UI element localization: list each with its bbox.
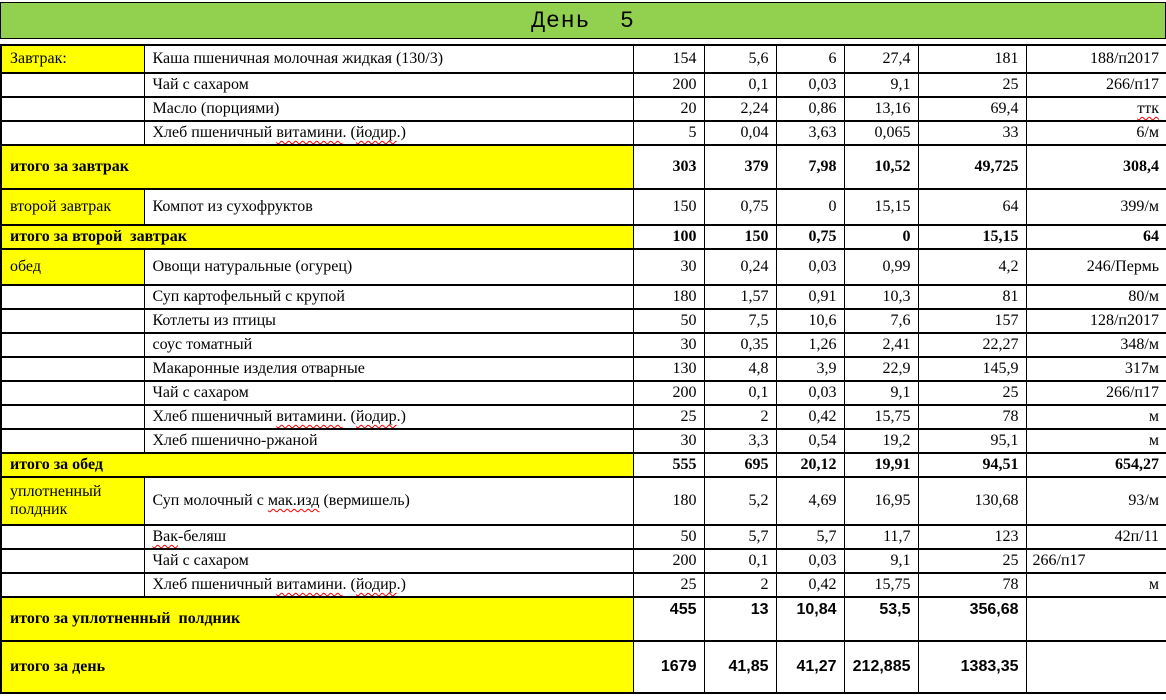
value-cell[interactable]: 2 [704, 405, 776, 429]
dish-name-cell[interactable]: Овощи натуральные (огурец) [144, 249, 633, 285]
dish-row [1, 381, 1166, 405]
value-cell[interactable]: 15,15 [844, 189, 918, 225]
value-cell[interactable]: 0,03 [776, 249, 844, 285]
value-cell[interactable]: 50 [633, 309, 704, 333]
value-cell[interactable]: 0,24 [704, 249, 776, 285]
recipe-ref-cell[interactable]: 80/м [1026, 285, 1166, 309]
value-cell[interactable]: 20,12 [776, 453, 844, 477]
meal-category-cell[interactable] [1, 405, 144, 429]
value-cell[interactable]: 130 [633, 357, 704, 381]
value-cell[interactable]: 25 [918, 381, 1026, 405]
meal-category-cell[interactable] [1, 121, 144, 145]
value-cell[interactable]: 145,9 [918, 357, 1026, 381]
dish-row [1, 285, 1166, 309]
value-cell[interactable]: 157 [918, 309, 1026, 333]
day-title: День 5 [531, 7, 635, 34]
value-cell[interactable]: 0,35 [704, 333, 776, 357]
dish-name-cell[interactable]: Макаронные изделия отварные [144, 357, 633, 381]
total-row-label[interactable]: итого за второй завтрак [1, 225, 633, 249]
value-cell[interactable]: 0,03 [776, 381, 844, 405]
value-cell[interactable]: 0,065 [844, 121, 918, 145]
dish-name-cell[interactable]: Вак-беляш [144, 525, 633, 549]
recipe-ref-cell[interactable]: 348/м [1026, 333, 1166, 357]
sheet [0, 2, 1166, 694]
dish-row [1, 357, 1166, 381]
recipe-ref-cell[interactable]: 266/п17 [1026, 73, 1166, 97]
value-cell[interactable]: 180 [633, 285, 704, 309]
value-cell[interactable]: 200 [633, 381, 704, 405]
value-cell[interactable]: 30 [633, 249, 704, 285]
value-cell[interactable]: 94,51 [918, 453, 1026, 477]
value-cell[interactable]: 10,52 [844, 145, 918, 189]
value-cell[interactable]: 9,1 [844, 381, 918, 405]
recipe-ref-cell[interactable]: 128/п2017 [1026, 309, 1166, 333]
dish-row [1, 405, 1166, 429]
value-cell[interactable]: 7,6 [844, 309, 918, 333]
recipe-ref-cell[interactable]: 93/м [1026, 477, 1166, 525]
meal-category-cell[interactable] [1, 573, 144, 597]
value-cell[interactable]: 10,6 [776, 309, 844, 333]
value-cell[interactable]: 13 [704, 597, 776, 641]
total-row-label[interactable]: итого за день [1, 641, 633, 693]
value-cell[interactable]: 123 [918, 525, 1026, 549]
meal-category-cell[interactable] [1, 381, 144, 405]
value-cell[interactable]: 3,3 [704, 429, 776, 453]
value-cell[interactable]: 69,4 [918, 97, 1026, 121]
meal-category-cell[interactable]: уплотненный полдник [1, 477, 144, 525]
dish-name-cell[interactable]: Компот из сухофруктов [144, 189, 633, 225]
value-cell[interactable]: 181 [918, 45, 1026, 73]
recipe-ref-cell[interactable]: 64 [1026, 225, 1166, 249]
total-row [1, 225, 1166, 249]
total-row [1, 145, 1166, 189]
value-cell[interactable]: 150 [633, 189, 704, 225]
recipe-ref-cell[interactable]: 654,27 [1026, 453, 1166, 477]
recipe-ref-cell[interactable]: м [1026, 573, 1166, 597]
value-cell[interactable]: 356,68 [918, 597, 1026, 641]
total-row [1, 641, 1166, 693]
value-cell[interactable]: 5 [633, 121, 704, 145]
dish-row [1, 45, 1166, 73]
value-cell[interactable]: 2,41 [844, 333, 918, 357]
value-cell[interactable]: 27,4 [844, 45, 918, 73]
value-cell[interactable]: 22,27 [918, 333, 1026, 357]
value-cell[interactable]: 5,7 [776, 525, 844, 549]
value-cell[interactable]: 379 [704, 145, 776, 189]
recipe-ref-cell[interactable]: 246/Пермь [1026, 249, 1166, 285]
value-cell[interactable]: 1383,35 [918, 641, 1026, 693]
value-cell[interactable]: 455 [633, 597, 704, 641]
value-cell[interactable]: 303 [633, 145, 704, 189]
dish-row [1, 73, 1166, 97]
value-cell[interactable]: 49,725 [918, 145, 1026, 189]
value-cell[interactable]: 0,04 [704, 121, 776, 145]
dish-name-cell[interactable]: Котлеты из птицы [144, 309, 633, 333]
recipe-ref-cell[interactable]: 399/м [1026, 189, 1166, 225]
value-cell[interactable]: 10,3 [844, 285, 918, 309]
value-cell[interactable]: 4,2 [918, 249, 1026, 285]
meal-category-cell[interactable] [1, 525, 144, 549]
recipe-ref-cell[interactable]: 188/п2017 [1026, 45, 1166, 73]
value-cell[interactable]: 30 [633, 429, 704, 453]
recipe-ref-cell[interactable]: 6/м [1026, 121, 1166, 145]
total-row [1, 453, 1166, 477]
dish-row [1, 525, 1166, 549]
meal-category-cell[interactable] [1, 333, 144, 357]
value-cell[interactable]: 41,27 [776, 641, 844, 693]
value-cell[interactable]: 0 [844, 225, 918, 249]
total-row-label[interactable]: итого за уплотненный полдник [1, 597, 633, 641]
value-cell[interactable]: 5,2 [704, 477, 776, 525]
dish-name-cell[interactable]: Хлеб пшеничный витамини. (йодир.) [144, 573, 633, 597]
value-cell[interactable]: 0,1 [704, 73, 776, 97]
value-cell[interactable]: 1,26 [776, 333, 844, 357]
meal-category-cell[interactable] [1, 357, 144, 381]
value-cell[interactable]: 7,5 [704, 309, 776, 333]
value-cell[interactable]: 0 [776, 189, 844, 225]
meal-category-cell[interactable]: второй завтрак [1, 189, 144, 225]
dish-name-cell[interactable]: Хлеб пшеничный витамини. (йодир.) [144, 121, 633, 145]
value-cell[interactable]: 0,1 [704, 381, 776, 405]
value-cell[interactable]: 13,16 [844, 97, 918, 121]
value-cell[interactable]: 0,42 [776, 405, 844, 429]
value-cell[interactable]: 1679 [633, 641, 704, 693]
value-cell[interactable]: 19,91 [844, 453, 918, 477]
recipe-ref-cell[interactable] [1026, 641, 1166, 693]
value-cell[interactable]: 6 [776, 45, 844, 73]
value-cell[interactable]: 0,54 [776, 429, 844, 453]
value-cell[interactable]: 0,75 [704, 189, 776, 225]
value-cell[interactable]: 15,15 [918, 225, 1026, 249]
dish-name-cell[interactable]: Чай с сахаром [144, 549, 633, 573]
meal-category-cell[interactable] [1, 97, 144, 121]
meal-category-cell[interactable]: обед [1, 249, 144, 285]
value-cell[interactable]: 95,1 [918, 429, 1026, 453]
value-cell[interactable]: 154 [633, 45, 704, 73]
value-cell[interactable]: 200 [633, 549, 704, 573]
recipe-ref-cell[interactable] [1026, 597, 1166, 641]
value-cell[interactable]: 20 [633, 97, 704, 121]
value-cell[interactable]: 41,85 [704, 641, 776, 693]
value-cell[interactable]: 19,2 [844, 429, 918, 453]
value-cell[interactable]: 0,75 [776, 225, 844, 249]
dish-row [1, 189, 1166, 225]
value-cell[interactable]: 5,6 [704, 45, 776, 73]
dish-name-cell[interactable]: Хлеб пшеничный витамини. (йодир.) [144, 405, 633, 429]
value-cell[interactable]: 15,75 [844, 573, 918, 597]
value-cell[interactable]: 5,7 [704, 525, 776, 549]
dish-name-cell[interactable]: Чай с сахаром [144, 381, 633, 405]
value-cell[interactable]: 200 [633, 73, 704, 97]
value-cell[interactable]: 33 [918, 121, 1026, 145]
total-row-label[interactable]: итого за обед [1, 453, 633, 477]
dish-name-cell[interactable]: Масло (порциями) [144, 97, 633, 121]
value-cell[interactable]: 25 [633, 573, 704, 597]
dish-row [1, 333, 1166, 357]
total-row-label[interactable]: итого за завтрак [1, 145, 633, 189]
dish-row [1, 429, 1166, 453]
dish-name-cell[interactable]: соус томатный [144, 333, 633, 357]
recipe-ref-cell[interactable]: 42п/11 [1026, 525, 1166, 549]
value-cell[interactable]: 4,8 [704, 357, 776, 381]
recipe-ref-cell[interactable]: 317м [1026, 357, 1166, 381]
value-cell[interactable]: 130,68 [918, 477, 1026, 525]
value-cell[interactable]: 10,84 [776, 597, 844, 641]
value-cell[interactable]: 0,91 [776, 285, 844, 309]
value-cell[interactable]: 22,9 [844, 357, 918, 381]
dish-row [1, 121, 1166, 145]
value-cell[interactable]: 150 [704, 225, 776, 249]
value-cell[interactable]: 9,1 [844, 549, 918, 573]
total-row [1, 597, 1166, 641]
day-header-cell[interactable] [0, 2, 1166, 39]
value-cell[interactable]: 3,63 [776, 121, 844, 145]
meal-category-cell[interactable] [1, 549, 144, 573]
recipe-ref-cell[interactable]: м [1026, 405, 1166, 429]
dish-row [1, 309, 1166, 333]
recipe-ref-cell[interactable]: 266/п17 [1026, 549, 1166, 573]
menu-table-body [1, 45, 1166, 693]
value-cell[interactable]: 9,1 [844, 73, 918, 97]
value-cell[interactable]: 212,885 [844, 641, 918, 693]
value-cell[interactable]: 0,42 [776, 573, 844, 597]
value-cell[interactable]: 25 [918, 549, 1026, 573]
recipe-ref-cell[interactable]: ттк [1026, 97, 1166, 121]
dish-row [1, 477, 1166, 525]
value-cell[interactable]: 0,03 [776, 73, 844, 97]
meal-category-cell[interactable] [1, 429, 144, 453]
value-cell[interactable]: 695 [704, 453, 776, 477]
dish-row [1, 549, 1166, 573]
recipe-ref-cell[interactable]: м [1026, 429, 1166, 453]
dish-row [1, 573, 1166, 597]
value-cell[interactable]: 64 [918, 189, 1026, 225]
value-cell[interactable]: 0,1 [704, 549, 776, 573]
dish-name-cell[interactable]: Суп молочный с мак.изд (вермишель) [144, 477, 633, 525]
value-cell[interactable]: 7,98 [776, 145, 844, 189]
value-cell[interactable]: 25 [918, 73, 1026, 97]
menu-table [0, 44, 1166, 694]
value-cell[interactable]: 81 [918, 285, 1026, 309]
value-cell[interactable]: 100 [633, 225, 704, 249]
value-cell[interactable]: 2,24 [704, 97, 776, 121]
dish-row [1, 97, 1166, 121]
dish-name-cell[interactable]: Чай с сахаром [144, 73, 633, 97]
meal-category-cell[interactable]: Завтрак: [1, 45, 144, 73]
value-cell[interactable]: 50 [633, 525, 704, 549]
value-cell[interactable]: 0,86 [776, 97, 844, 121]
meal-category-cell[interactable] [1, 309, 144, 333]
meal-category-cell[interactable] [1, 73, 144, 97]
value-cell[interactable]: 25 [633, 405, 704, 429]
value-cell[interactable]: 555 [633, 453, 704, 477]
recipe-ref-cell[interactable]: 266/п17 [1026, 381, 1166, 405]
value-cell[interactable]: 4,69 [776, 477, 844, 525]
value-cell[interactable]: 0,99 [844, 249, 918, 285]
meal-category-cell[interactable] [1, 285, 144, 309]
value-cell[interactable]: 3,9 [776, 357, 844, 381]
dish-name-cell[interactable]: Хлеб пшенично-ржаной [144, 429, 633, 453]
value-cell[interactable]: 30 [633, 333, 704, 357]
value-cell[interactable]: 15,75 [844, 405, 918, 429]
dish-row [1, 249, 1166, 285]
value-cell[interactable]: 78 [918, 405, 1026, 429]
dish-name-cell[interactable]: Суп картофельный с крупой [144, 285, 633, 309]
dish-name-cell[interactable]: Каша пшеничная молочная жидкая (130/3) [144, 45, 633, 73]
value-cell[interactable]: 180 [633, 477, 704, 525]
value-cell[interactable]: 78 [918, 573, 1026, 597]
value-cell[interactable]: 16,95 [844, 477, 918, 525]
value-cell[interactable]: 53,5 [844, 597, 918, 641]
value-cell[interactable]: 0,03 [776, 549, 844, 573]
value-cell[interactable]: 2 [704, 573, 776, 597]
value-cell[interactable]: 1,57 [704, 285, 776, 309]
value-cell[interactable]: 11,7 [844, 525, 918, 549]
recipe-ref-cell[interactable]: 308,4 [1026, 145, 1166, 189]
